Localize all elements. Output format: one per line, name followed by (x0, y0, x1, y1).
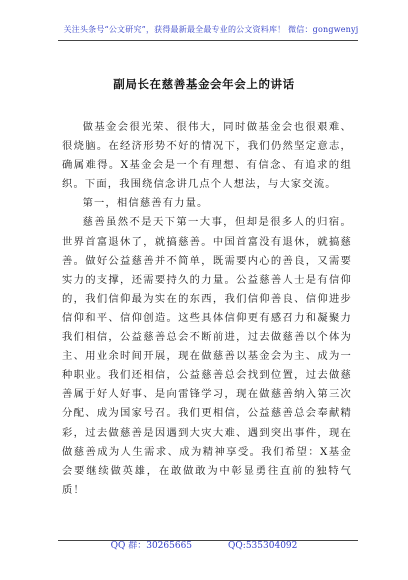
document-body (62, 118, 352, 500)
footer-qq-group: QQ 群：30265665 (110, 541, 193, 551)
footer-contacts (0, 538, 408, 551)
footer-qq: QQ:535304092 (228, 541, 298, 551)
section-1-paragraph: 慈善虽然不是天下第一大事，但却是很多人的归宿。世界首富退休了，就搞慈善。中国首富没有退休，就搞慈善。做好公益慈善并不简单，既需要内心的善良，又需要实力的支撑，还需要持久的力量。公益慈善人士是有信仰的，我们信仰最为实在的东西，我们信仰善良、信仰进步信仰和平、信仰创造。这些具体信仰更有感召力和凝聚力我们相信，公益慈善总会不断前进，过去做慈善以个体为主、用业余时间开展，现在做慈善以基金会为主、成为一种职业。我们还相信，公益慈善总会找到位置，过去做慈善属于好人好事、是向雷锋学习，现在做慈善纳入第三次分配、成为国家号召。我们更相信，公益慈善总会奉献精彩，过去做慈善是因遇到大灾大难、遇到突出事件，现在做慈善成为人生需求、成为精神享受。我们希望：X基金会要继续做英雄，在敢做敢为中彰显勇往直前的独特气质！ (62, 216, 352, 496)
document-title: 副局长在慈善基金会年会上的讲话 (113, 77, 295, 91)
header-divider (58, 40, 358, 41)
section-1-heading: 第一，相信慈善有力量。 (82, 197, 209, 210)
intro-paragraph: 做基金会很光荣、很伟大，同时做基金会也很艰难、很烧脑。在经济形势不好的情况下，我们仍然坚定意志，确属难得。X基金会是一个有理想、有信念、有追求的组织。下面，我围绕信念讲几点个人想法，与大家交流。 (62, 121, 352, 191)
header-banner: 关注头条号“公文研究”，获得最新最全最专业的公文资料库！ 微信：gongwenyj (63, 25, 359, 34)
